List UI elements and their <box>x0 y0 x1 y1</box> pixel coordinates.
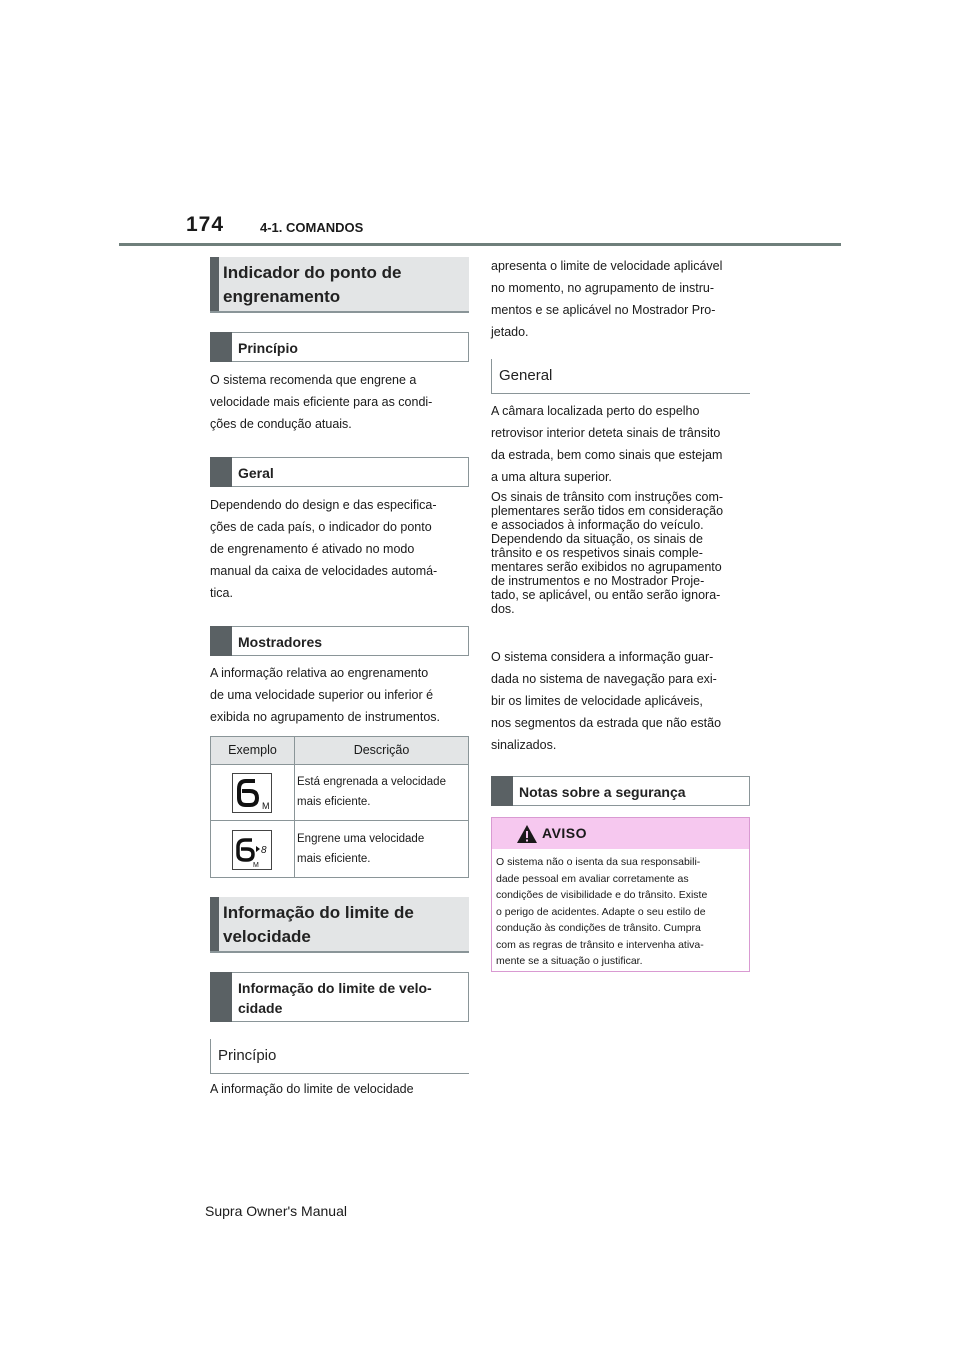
navigation-paragraph <box>491 646 753 756</box>
subheading-principio <box>210 332 469 362</box>
table-header-example: Exemplo <box>228 743 277 757</box>
geral-paragraph <box>210 494 470 604</box>
warning-text <box>496 854 745 970</box>
table-header-description: Descrição <box>353 743 410 757</box>
text-line: sinalizados. <box>491 738 557 752</box>
subheading-text: Informação do limite de velo-cidade <box>238 980 432 1016</box>
table-row <box>211 765 468 821</box>
general-paragraph <box>491 400 753 488</box>
continued-paragraph <box>491 255 751 343</box>
text-line: dos. <box>491 602 515 616</box>
text-line: condução às condições de trânsito. Cumpra <box>496 922 701 934</box>
table-cell-description <box>297 772 464 812</box>
text-line: tado, se aplicável, ou então serão ignora- <box>491 588 721 602</box>
header-rule <box>119 243 841 246</box>
subheading-bar <box>210 332 232 362</box>
svg-text:M: M <box>253 862 259 869</box>
text-line: plementares serão tidos em consideração <box>491 504 724 518</box>
section-heading-bar <box>210 257 219 311</box>
text-line: O sistema recomenda que engrene a <box>210 373 417 387</box>
text-line: no momento, no agrupamento de instru- <box>491 281 715 295</box>
text-line: ções de cada país, o indicador do ponto <box>210 520 432 534</box>
principio2-paragraph <box>210 1078 470 1100</box>
gear-6-to-8-icon <box>232 830 272 870</box>
light-heading-text: General <box>499 367 553 384</box>
svg-text:8: 8 <box>261 845 267 856</box>
section-heading-bar <box>210 897 219 951</box>
text-line: apresenta o limite de velocidade aplicável <box>491 259 723 273</box>
text-line: retrovisor interior deteta sinais de trânsito <box>491 426 721 440</box>
text-line: a uma altura superior. <box>491 470 612 484</box>
chapter-title: 4-1. COMANDOS <box>260 220 364 235</box>
text-line: Os sinais de trânsito com instruções com- <box>491 490 724 504</box>
text-line: de uma velocidade superior ou inferior é <box>210 688 434 702</box>
gear-6-m-icon <box>232 773 272 813</box>
traffic-signs-paragraph <box>491 490 753 616</box>
light-heading-principio <box>210 1039 469 1074</box>
subheading-speed-limit-info <box>210 972 469 1022</box>
text-line: condições de visibilidade e do trânsito. Existe <box>496 889 708 901</box>
text-line: mais eficiente. <box>297 853 371 865</box>
text-line: Engrene uma velocidade <box>297 833 425 845</box>
text-line: manual da caixa de velocidades automá- <box>210 564 438 578</box>
text-line: trânsito e os respetivos sinais comple- <box>491 546 703 560</box>
subheading-safety-notes <box>491 776 750 806</box>
text-line: da estrada, bem como sinais que estejam <box>491 448 723 462</box>
subheading-bar <box>210 972 232 1022</box>
warning-icon <box>516 824 538 849</box>
text-line: A informação do limite de velocidade <box>210 1082 414 1096</box>
text-line: o perigo de acidentes. Adapte o seu estilo de <box>496 905 706 918</box>
page-number: 174 <box>186 213 225 236</box>
text-line: mais eficiente. <box>297 796 371 808</box>
principio-paragraph <box>210 369 470 435</box>
text-line: de instrumentos e no Mostrador Proje- <box>491 574 705 588</box>
text-line: mente se a situação o justificar. <box>496 955 643 967</box>
text-line: ções de condução atuais. <box>210 417 352 431</box>
text-line: de engrenamento é ativado no modo <box>210 542 415 556</box>
text-line: Dependendo do design e das especifica- <box>210 498 437 512</box>
section-heading-gear-indicator <box>210 257 469 313</box>
subheading-bar <box>210 457 232 487</box>
text-line: bir os limites de velocidade aplicáveis, <box>491 694 703 708</box>
gear-indicator-table <box>210 736 469 878</box>
light-heading-general <box>491 359 750 394</box>
text-line: dade pessoal em avaliar corretamente as <box>496 872 689 885</box>
text-line: O sistema não o isenta da sua responsabili- <box>496 856 701 868</box>
subheading-text: Princípio <box>238 340 298 356</box>
text-line: velocidade mais eficiente para as condi- <box>210 395 433 409</box>
subheading-text: Mostradores <box>238 634 323 650</box>
table-row <box>211 822 468 878</box>
section-heading-speed-limit <box>210 897 469 953</box>
subheading-mostradores <box>210 626 469 656</box>
subheading-bar <box>210 626 232 656</box>
warning-box <box>491 817 750 972</box>
footer-manual-title: Supra Owner's Manual <box>205 1203 347 1219</box>
table-cell-description <box>297 829 464 869</box>
text-line: mentares serão exibidos no agrupamento <box>491 560 722 574</box>
light-heading-text: Princípio <box>218 1047 277 1064</box>
text-line: Está engrenada a velocidade <box>297 776 446 788</box>
section-heading-text: Informação do limite de velocidade <box>223 903 414 946</box>
text-line: jetado. <box>491 325 529 339</box>
subheading-text: Notas sobre a segurança <box>519 784 686 800</box>
subheading-geral <box>210 457 469 487</box>
text-line: A câmara localizada perto do espelho <box>491 404 700 418</box>
text-line: exibida no agrupamento de instrumentos. <box>210 710 441 724</box>
text-line: A informação relativa ao engrenamento <box>210 666 429 680</box>
section-heading-text: Indicador do ponto de engrenamento <box>223 263 402 306</box>
text-line: O sistema considera a informação guar- <box>491 650 714 664</box>
text-line: tica. <box>210 586 233 600</box>
mostradores-paragraph <box>210 662 472 728</box>
warning-title: AVISO <box>542 825 588 841</box>
subheading-bar <box>491 776 513 806</box>
text-line: com as regras de trânsito e intervenha ativa- <box>496 938 704 951</box>
text-line: nos segmentos da estrada que não estão <box>491 716 722 730</box>
svg-text:M: M <box>262 801 270 811</box>
subheading-text: Geral <box>238 465 274 481</box>
text-line: mentos e se aplicável no Mostrador Pro- <box>491 303 716 317</box>
text-line: e associados à informação do veículo. <box>491 518 704 532</box>
text-line: dada no sistema de navegação para exi- <box>491 672 717 686</box>
text-line: Dependendo da situação, os sinais de <box>491 532 703 546</box>
